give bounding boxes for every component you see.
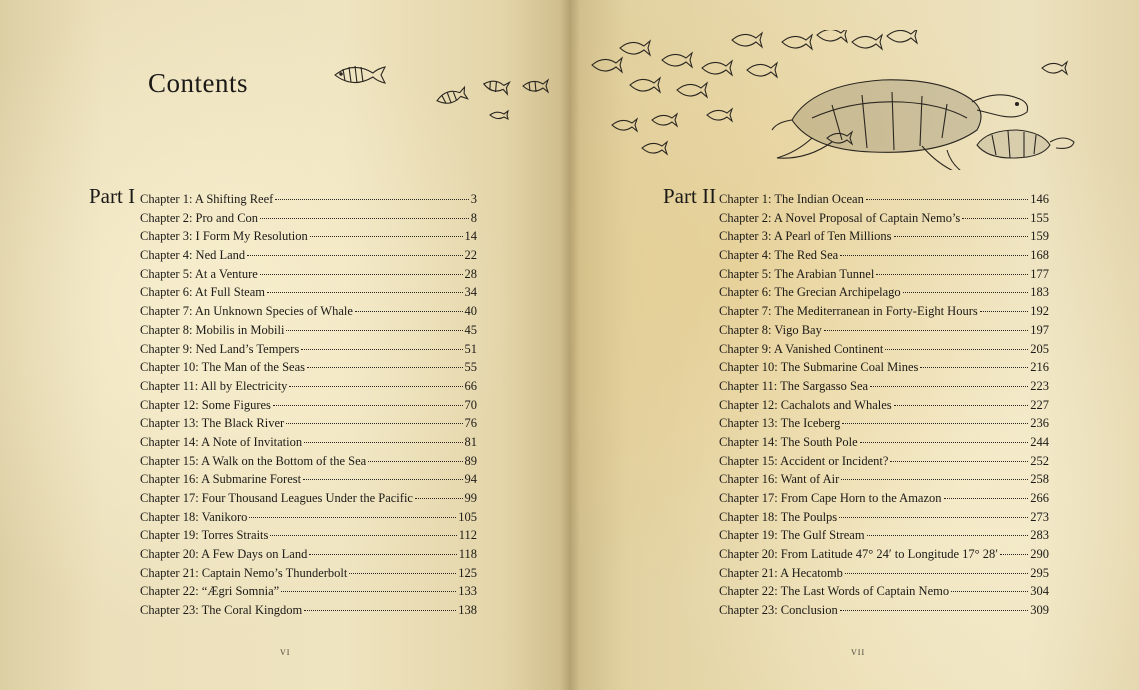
chapter-page-number: 55 <box>464 360 477 375</box>
chapter-title: Chapter 20: From Latitude 47° 24′ to Longitude 17° 28′ <box>719 547 998 562</box>
dot-leader <box>286 330 462 331</box>
chapter-page-number: 309 <box>1030 603 1049 618</box>
toc-entry <box>140 491 477 510</box>
toc-entry <box>719 491 1049 510</box>
dot-leader <box>310 236 463 237</box>
chapter-page-number: 295 <box>1030 565 1049 580</box>
toc-entry <box>719 566 1049 585</box>
toc-entry <box>140 248 477 267</box>
toc-entry <box>140 211 477 230</box>
chapter-page-number: 216 <box>1030 360 1049 375</box>
chapter-page-number: 159 <box>1030 229 1049 244</box>
chapter-title: Chapter 22: “Ægri Somnia” <box>140 584 280 599</box>
dot-leader <box>304 442 462 443</box>
chapter-page-number: 273 <box>1030 509 1049 524</box>
chapter-title: Chapter 3: I Form My Resolution <box>140 229 308 244</box>
chapter-title: Chapter 15: A Walk on the Bottom of the Sea <box>140 453 367 468</box>
chapter-title: Chapter 5: The Arabian Tunnel <box>719 266 875 281</box>
page-number-right: VII <box>851 648 866 657</box>
chapter-page-number: 155 <box>1030 210 1049 225</box>
toc-entry <box>719 211 1049 230</box>
chapter-title: Chapter 12: Cachalots and Whales <box>719 397 892 412</box>
dot-leader <box>903 292 1029 293</box>
chapter-page-number: 252 <box>1030 453 1049 468</box>
chapter-title: Chapter 19: The Gulf Stream <box>719 528 865 543</box>
dot-leader <box>249 517 456 518</box>
chapter-page-number: 223 <box>1030 378 1049 393</box>
chapter-title: Chapter 15: Accident or Incident? <box>719 453 889 468</box>
chapter-title: Chapter 14: The South Pole <box>719 434 858 449</box>
dot-leader <box>273 405 463 406</box>
chapter-page-number: 125 <box>458 565 477 580</box>
dot-leader <box>860 442 1029 443</box>
dot-leader <box>307 367 462 368</box>
dot-leader <box>349 573 456 574</box>
chapter-title: Chapter 22: The Last Words of Captain Nemo <box>719 584 950 599</box>
chapter-page-number: 105 <box>458 509 477 524</box>
dot-leader <box>303 479 462 480</box>
chapter-title: Chapter 2: A Novel Proposal of Captain Nemo’s <box>719 210 961 225</box>
chapter-title: Chapter 9: A Vanished Continent <box>719 341 884 356</box>
chapter-page-number: 138 <box>458 603 477 618</box>
part-i-label: Part I <box>89 184 136 208</box>
chapter-title: Chapter 6: At Full Steam <box>140 285 265 300</box>
toc-entry <box>719 267 1049 286</box>
part-i-chapter-list <box>140 192 477 622</box>
toc-entry <box>140 510 477 529</box>
chapter-title: Chapter 13: The Black River <box>140 416 285 431</box>
chapter-title: Chapter 10: The Submarine Coal Mines <box>719 360 919 375</box>
chapter-page-number: 227 <box>1030 397 1049 412</box>
chapter-page-number: 94 <box>464 472 477 487</box>
dot-leader <box>980 311 1029 312</box>
chapter-title: Chapter 19: Torres Straits <box>140 528 269 543</box>
toc-entry <box>719 248 1049 267</box>
chapter-page-number: 51 <box>464 341 477 356</box>
chapter-page-number: 34 <box>464 285 477 300</box>
chapter-page-number: 70 <box>464 397 477 412</box>
chapter-title: Chapter 13: The Iceberg <box>719 416 841 431</box>
book-gutter <box>560 0 580 690</box>
chapter-page-number: 146 <box>1030 192 1049 206</box>
dot-leader <box>890 461 1028 462</box>
chapter-title: Chapter 1: A Shifting Reef <box>140 192 274 206</box>
chapter-title: Chapter 23: Conclusion <box>719 603 838 618</box>
fish-school-sketch-icon <box>325 55 560 130</box>
chapter-page-number: 45 <box>464 322 477 337</box>
toc-entry <box>719 379 1049 398</box>
dot-leader <box>870 386 1028 387</box>
chapter-title: Chapter 17: Four Thousand Leagues Under the Pacific <box>140 491 413 505</box>
toc-entry <box>719 285 1049 304</box>
chapter-page-number: 177 <box>1030 266 1049 281</box>
toc-entry <box>140 304 477 323</box>
right-page <box>570 0 1139 690</box>
dot-leader <box>841 479 1028 480</box>
chapter-title: Chapter 16: A Submarine Forest <box>140 472 302 487</box>
dot-leader <box>289 386 462 387</box>
toc-entry <box>140 229 477 248</box>
toc-entry <box>719 416 1049 435</box>
chapter-page-number: 290 <box>1030 547 1049 562</box>
part-ii-label: Part II <box>663 184 717 208</box>
dot-leader <box>267 292 463 293</box>
contents-heading: Contents <box>148 68 249 98</box>
chapter-page-number: 197 <box>1030 322 1049 337</box>
toc-entry <box>719 584 1049 603</box>
dot-leader <box>962 218 1028 219</box>
chapter-page-number: 112 <box>458 528 477 543</box>
toc-entry <box>719 342 1049 361</box>
toc-entry <box>140 528 477 547</box>
dot-leader <box>260 274 463 275</box>
chapter-title: Chapter 8: Mobilis in Mobili <box>140 322 285 337</box>
dot-leader <box>951 591 1028 592</box>
chapter-page-number: 183 <box>1030 285 1049 300</box>
toc-entry <box>719 528 1049 547</box>
chapter-title: Chapter 1: The Indian Ocean <box>719 192 864 206</box>
toc-entry <box>140 472 477 491</box>
chapter-title: Chapter 2: Pro and Con <box>140 210 259 225</box>
toc-entry <box>719 435 1049 454</box>
chapter-title: Chapter 6: The Grecian Archipelago <box>719 285 901 300</box>
toc-entry <box>719 192 1049 211</box>
dot-leader <box>842 423 1028 424</box>
chapter-page-number: 22 <box>464 248 477 263</box>
dot-leader <box>885 349 1028 350</box>
dot-leader <box>304 610 456 611</box>
dot-leader <box>894 405 1029 406</box>
toc-entry <box>140 323 477 342</box>
chapter-page-number: 192 <box>1030 304 1049 319</box>
chapter-title: Chapter 4: Ned Land <box>140 248 246 263</box>
chapter-page-number: 28 <box>464 266 477 281</box>
chapter-page-number: 244 <box>1030 434 1049 449</box>
dot-leader <box>275 199 468 200</box>
chapter-title: Chapter 17: From Cape Horn to the Amazon <box>719 491 942 505</box>
dot-leader <box>281 591 456 592</box>
chapter-title: Chapter 11: All by Electricity <box>140 378 288 393</box>
toc-entry <box>719 472 1049 491</box>
chapter-title: Chapter 5: At a Venture <box>140 266 258 281</box>
toc-entry <box>140 454 477 473</box>
dot-leader <box>944 498 1029 499</box>
dot-leader <box>920 367 1028 368</box>
dot-leader <box>260 218 469 219</box>
toc-entry <box>140 547 477 566</box>
chapter-title: Chapter 18: Vanikoro <box>140 509 248 524</box>
page-number-left: VI <box>280 648 291 657</box>
toc-entry <box>140 342 477 361</box>
sea-turtles-with-fish-sketch-icon <box>582 30 1082 170</box>
toc-entry <box>719 323 1049 342</box>
dot-leader <box>840 255 1028 256</box>
toc-entry <box>140 192 477 211</box>
chapter-page-number: 168 <box>1030 248 1049 263</box>
dot-leader <box>824 330 1028 331</box>
dot-leader <box>355 311 463 312</box>
chapter-page-number: 99 <box>464 491 477 505</box>
dot-leader <box>415 498 463 499</box>
toc-entry <box>140 435 477 454</box>
dot-leader <box>1000 554 1028 555</box>
toc-entry <box>140 416 477 435</box>
toc-entry <box>140 267 477 286</box>
chapter-page-number: 205 <box>1030 341 1049 356</box>
dot-leader <box>876 274 1028 275</box>
dot-leader <box>840 610 1029 611</box>
toc-entry <box>140 603 477 622</box>
dot-leader <box>368 461 462 462</box>
toc-entry <box>719 398 1049 417</box>
chapter-page-number: 89 <box>464 453 477 468</box>
toc-entry <box>719 603 1049 622</box>
toc-entry <box>140 360 477 379</box>
dot-leader <box>867 535 1029 536</box>
chapter-page-number: 14 <box>464 229 477 244</box>
dot-leader <box>309 554 456 555</box>
dot-leader <box>270 535 456 536</box>
toc-entry <box>140 584 477 603</box>
chapter-page-number: 133 <box>458 584 477 599</box>
chapter-title: Chapter 14: A Note of Invitation <box>140 434 303 449</box>
chapter-page-number: 304 <box>1030 584 1049 599</box>
chapter-title: Chapter 10: The Man of the Seas <box>140 360 306 375</box>
toc-entry <box>719 454 1049 473</box>
toc-entry <box>719 304 1049 323</box>
chapter-title: Chapter 3: A Pearl of Ten Millions <box>719 229 892 244</box>
chapter-title: Chapter 23: The Coral Kingdom <box>140 603 303 618</box>
chapter-page-number: 118 <box>458 547 477 562</box>
chapter-page-number: 76 <box>464 416 477 431</box>
chapter-title: Chapter 21: Captain Nemo’s Thunderbolt <box>140 565 348 580</box>
dot-leader <box>247 255 462 256</box>
toc-entry <box>719 229 1049 248</box>
dot-leader <box>894 236 1029 237</box>
chapter-title: Chapter 9: Ned Land’s Tempers <box>140 341 300 356</box>
chapter-title: Chapter 18: The Poulps <box>719 509 838 524</box>
toc-entry <box>719 547 1049 566</box>
chapter-page-number: 8 <box>470 210 477 225</box>
dot-leader <box>839 517 1028 518</box>
chapter-page-number: 40 <box>464 304 477 319</box>
toc-entry <box>140 285 477 304</box>
chapter-title: Chapter 7: An Unknown Species of Whale <box>140 304 353 319</box>
chapter-title: Chapter 12: Some Figures <box>140 397 271 412</box>
dot-leader <box>845 573 1028 574</box>
chapter-page-number: 258 <box>1030 472 1049 487</box>
chapter-title: Chapter 8: Vigo Bay <box>719 322 822 337</box>
chapter-title: Chapter 21: A Hecatomb <box>719 565 843 580</box>
toc-entry <box>719 510 1049 529</box>
chapter-title: Chapter 4: The Red Sea <box>719 248 839 263</box>
toc-entry <box>140 566 477 585</box>
toc-entry <box>140 379 477 398</box>
chapter-title: Chapter 20: A Few Days on Land <box>140 547 308 562</box>
chapter-title: Chapter 16: Want of Air <box>719 472 840 487</box>
part-ii-chapter-list <box>719 192 1049 622</box>
chapter-page-number: 81 <box>464 434 477 449</box>
chapter-page-number: 3 <box>470 192 477 206</box>
chapter-page-number: 236 <box>1030 416 1049 431</box>
toc-entry <box>719 360 1049 379</box>
chapter-title: Chapter 11: The Sargasso Sea <box>719 378 869 393</box>
chapter-title: Chapter 7: The Mediterranean in Forty-Eight Hours <box>719 304 978 319</box>
chapter-page-number: 266 <box>1030 491 1049 505</box>
dot-leader <box>301 349 462 350</box>
dot-leader <box>286 423 462 424</box>
chapter-page-number: 283 <box>1030 528 1049 543</box>
chapter-page-number: 66 <box>464 378 477 393</box>
toc-entry <box>140 398 477 417</box>
dot-leader <box>866 199 1028 200</box>
